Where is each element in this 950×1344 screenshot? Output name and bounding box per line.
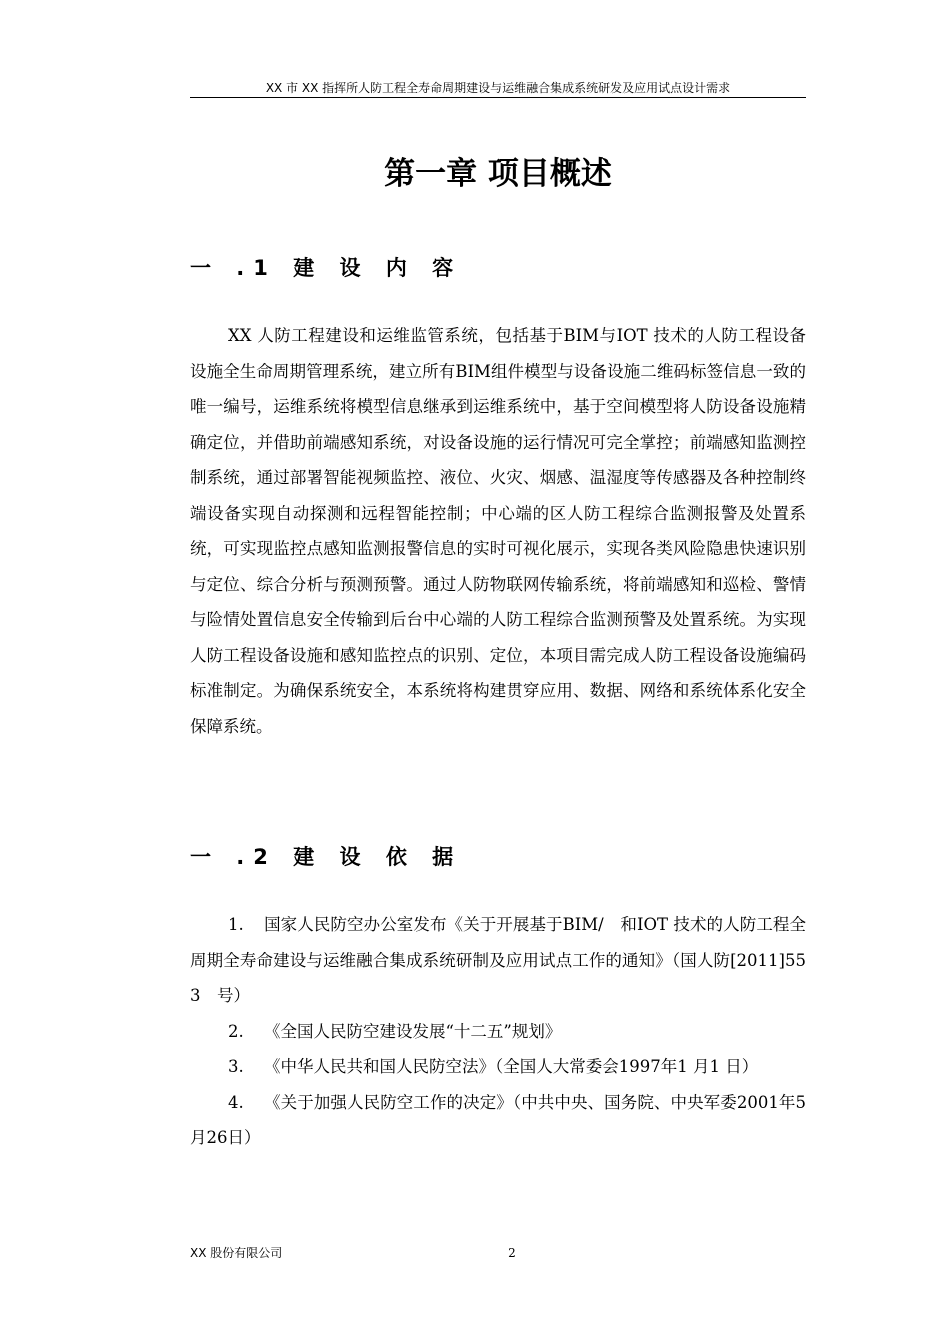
list-item-number: 3. [228, 1057, 244, 1076]
construction-content-paragraph: XX 人防工程建设和运维监管系统，包括基于BIM与IOT 技术的人防工程设备设施全生命周期管理系统，建立所有BIM组件模型与设备设施二维码标签信息一致的唯一编号，运维系统将模型信息继承到运维系统中，基于空间模型将人防设备设施精确定位，并借助前端感知系统，对设备设施的运行情况可完全掌控；前端感知监测控制系统，通过部署智能视频监控、液位、火灾、烟感、温湿度等传感器及各种控制终端设备实现自动探测和远程智能控制；中心端的区人防工程综合监测报警及处置系统，可实现监控点感知监测报警信息的实时可视化展示，实现各类风险隐患快速识别与定位、综合分析与预测预警。通过人防物联网传输系统，将前端感知和巡检、警情与险情处置信息安全传输到后台中心端的人防工程综合监测预警及处置系统。为实现人防工程设备设施和感知监控点的识别、定位，本项目需完成人防工程设备设施编码标准制定。为确保系统安全，本系统将构建贯穿应用、数据、网络和系统体系化安全保障系统。 [190, 326, 806, 736]
list-item [190, 1085, 806, 1156]
list-item-number: 1. [228, 915, 244, 934]
header-divider [190, 97, 806, 98]
list-item-text: 国家人民防空办公室发布《关于开展基于BIM/ 和IOT 技术的人防工程全周期全寿命建设与运维融合集成系统研制及应用试点工作的通知》（国人防[2011]553 号） [190, 915, 806, 1005]
section-heading-construction-basis: 一 .2 建 设 依 据 [190, 845, 463, 869]
page-number: 2 [508, 1246, 516, 1260]
list-item [190, 1049, 806, 1085]
chapter-title: 第一章 项目概述 [384, 156, 612, 192]
reference-list [190, 907, 806, 1156]
list-item [190, 907, 806, 1014]
list-item-number: 2. [228, 1021, 244, 1041]
list-item-text: 《中华人民共和国人民防空法》（全国人大常委会1997年1 月1 日） [264, 1057, 759, 1076]
footer-company: XX 股份有限公司 [190, 1246, 283, 1260]
list-item-text: 《关于加强人民防空工作的决定》（中共中央、国务院、中央军委2001年5 月26日） [190, 1092, 806, 1147]
list-item-text: 《全国人民防空建设发展“十二五”规划》 [264, 1021, 562, 1041]
running-header: XX 市 XX 指挥所人防工程全寿命周期建设与运维融合集成系统研发及应用试点设计需求 [265, 81, 731, 95]
section-heading-construction-content: 一 .1 建 设 内 容 [190, 256, 463, 280]
list-item [190, 1014, 806, 1050]
list-item-number: 4. [228, 1092, 244, 1112]
